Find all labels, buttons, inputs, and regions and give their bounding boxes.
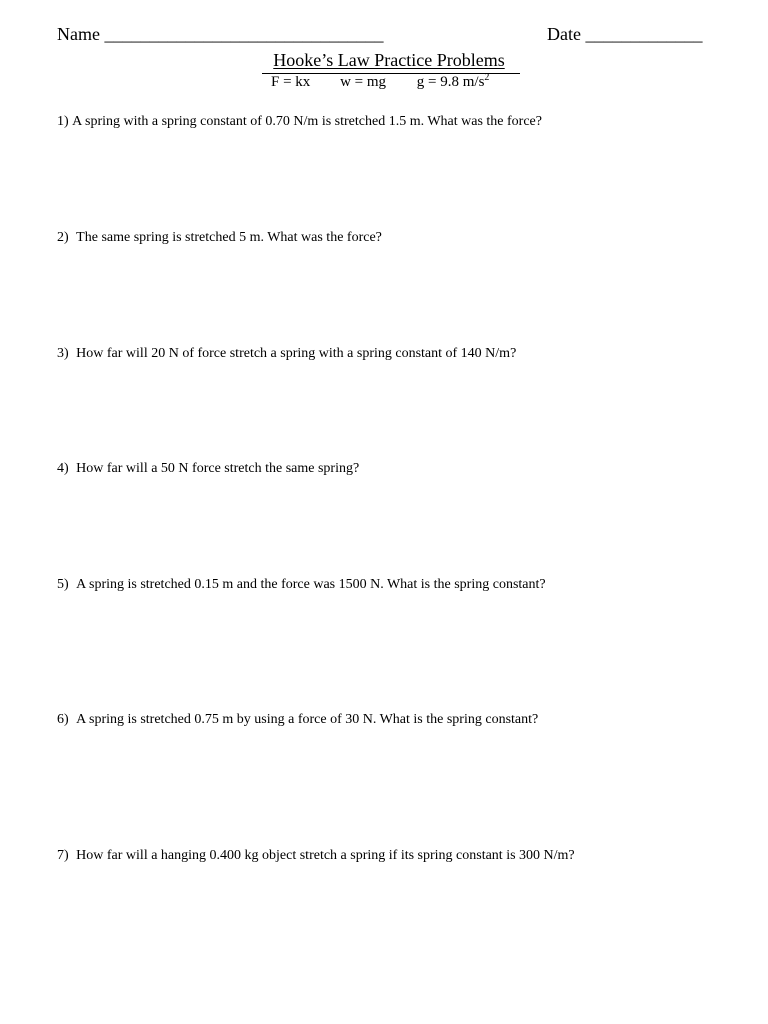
question-3 bbox=[57, 346, 516, 362]
question-number: 7) bbox=[57, 848, 69, 863]
question-number: 3) bbox=[57, 346, 69, 361]
name-field-label: Name _______________________________ bbox=[57, 24, 384, 44]
weight-formula: w = mg bbox=[340, 74, 387, 90]
gravity-exponent: 2 bbox=[484, 72, 490, 83]
question-number: 2) bbox=[57, 230, 69, 245]
gravity-constant bbox=[417, 74, 490, 91]
page-title: Hooke’s Law Practice Problems bbox=[273, 50, 505, 70]
question-number: 6) bbox=[57, 712, 69, 727]
question-text: A spring is stretched 0.15 m and the force was 1500 N. What is the spring constant? bbox=[76, 577, 546, 592]
formula-line bbox=[262, 73, 520, 91]
question-text: A spring is stretched 0.75 m by using a force of 30 N. What is the spring constant? bbox=[76, 712, 539, 727]
question-7 bbox=[57, 848, 575, 864]
question-text: The same spring is stretched 5 m. What was the force? bbox=[76, 230, 382, 245]
question-1 bbox=[57, 114, 542, 130]
question-4 bbox=[57, 461, 359, 477]
hooke-law-formula: F = kx bbox=[271, 74, 311, 90]
title-block bbox=[0, 50, 768, 71]
date-field-label: Date _____________ bbox=[547, 24, 703, 44]
question-text: A spring with a spring constant of 0.70 N/m is stretched 1.5 m. What was the force? bbox=[72, 114, 542, 129]
question-number: 5) bbox=[57, 577, 69, 592]
question-number: 1) bbox=[57, 114, 69, 129]
gravity-value: g = 9.8 m/s bbox=[416, 74, 485, 90]
question-text: How far will a hanging 0.400 kg object stretch a spring if its spring constant is 300 N/m? bbox=[76, 848, 575, 863]
question-text: How far will a 50 N force stretch the same spring? bbox=[76, 461, 360, 476]
question-5 bbox=[57, 577, 546, 593]
question-number: 4) bbox=[57, 461, 69, 476]
question-2 bbox=[57, 230, 382, 246]
question-6 bbox=[57, 712, 538, 728]
header-row bbox=[57, 24, 717, 50]
question-text: How far will 20 N of force stretch a spring with a spring constant of 140 N/m? bbox=[76, 346, 517, 361]
